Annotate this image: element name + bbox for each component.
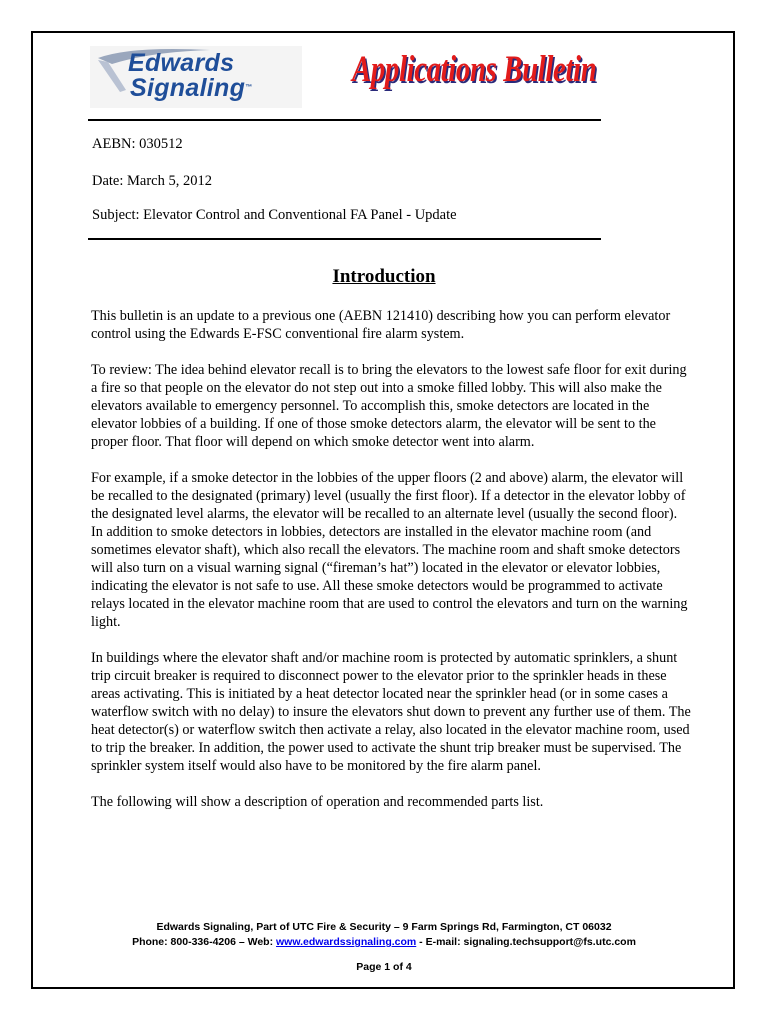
- logo-text-signaling: Signaling™: [130, 74, 253, 102]
- logo-text-edwards: Edwards: [128, 49, 235, 77]
- paragraph-1: This bulletin is an update to a previous one (AEBN 121410) describing how you can perform elevator control using the Edwards E-FSC conventional fire alarm system.: [91, 308, 671, 342]
- applications-bulletin-title: Applications Bulletin: [352, 49, 597, 90]
- edwards-logo: [90, 46, 302, 108]
- footer-contact: [0, 935, 768, 950]
- footer-email: - E-mail: signaling.techsupport@fs.utc.com: [416, 936, 636, 948]
- footer-address: Edwards Signaling, Part of UTC Fire & Security – 9 Farm Springs Rd, Farmington, CT 06032: [156, 921, 612, 933]
- paragraph-5: The following will show a description of operation and recommended parts list.: [91, 794, 544, 810]
- aebn-number: AEBN: 030512: [92, 136, 183, 152]
- paragraph-2: To review: The idea behind elevator recall is to bring the elevators to the lowest safe floor for exit during a fire so that people on the elevator do not step out into a smoke filled lobby. This will also make the elevators available to emergency personnel. To accomplish this, smoke detectors are located in the elevator lobbies of a building. If one of those smoke detectors alarm, the elevator will be sent to the proper floor. That floor will depend on which smoke detector went into alarm.: [91, 362, 687, 450]
- footer: [0, 920, 768, 950]
- bulletin-date: Date: March 5, 2012: [92, 173, 212, 189]
- introduction-heading: Introduction: [332, 266, 436, 287]
- trademark-mark: ™: [245, 84, 253, 91]
- paragraph-3: For example, if a smoke detector in the lobbies of the upper floors (2 and above) alarm, the elevator will be recalled to the designated (primary) level (usually the first floor). If a detector in the elevator lobby of the designated level alarms, the elevator will be recalled to an alternate level (usually the second floor). In addition to smoke detectors in lobbies, detectors are installed in the elevator machine room (and sometimes elevator shaft), which also recall the elevators. The machine room and shaft smoke detectors will also turn on a visual warning signal (“fireman’s hat”) located in the elevator or elevator lobbies, indicating the elevator is not safe to use. All these smoke detectors would be programmed to activate relays located in the elevator machine room that are used to control the elevators and turn on the warning light.: [91, 470, 688, 630]
- body-text: [91, 307, 691, 829]
- bulletin-subject: Subject: Elevator Control and Conventional FA Panel - Update: [92, 207, 457, 223]
- header-rule-bottom: [88, 238, 601, 240]
- footer-phone: Phone: 800-336-4206 – Web:: [132, 936, 277, 948]
- website-link[interactable]: www.edwardssignaling.com: [276, 936, 417, 948]
- paragraph-4: In buildings where the elevator shaft and/or machine room is protected by automatic sprinklers, a shunt trip circuit breaker is required to disconnect power to the elevator prior to the sprinkler heads in these areas activating. This is initiated by a heat detector located near the sprinkler head (or in some cases a waterflow switch with no delay) to insure the elevators shut down to prevent any further use of them. The heat detector(s) or waterflow switch then activate a relay, also located in the elevator machine room, used to trip the breaker. In addition, the power used to activate the shunt trip breaker must be supervised. The sprinkler system itself would also have to be monitored by the fire alarm panel.: [91, 650, 691, 774]
- page-number: Page 1 of 4: [356, 961, 412, 973]
- header-rule-top: [88, 119, 601, 121]
